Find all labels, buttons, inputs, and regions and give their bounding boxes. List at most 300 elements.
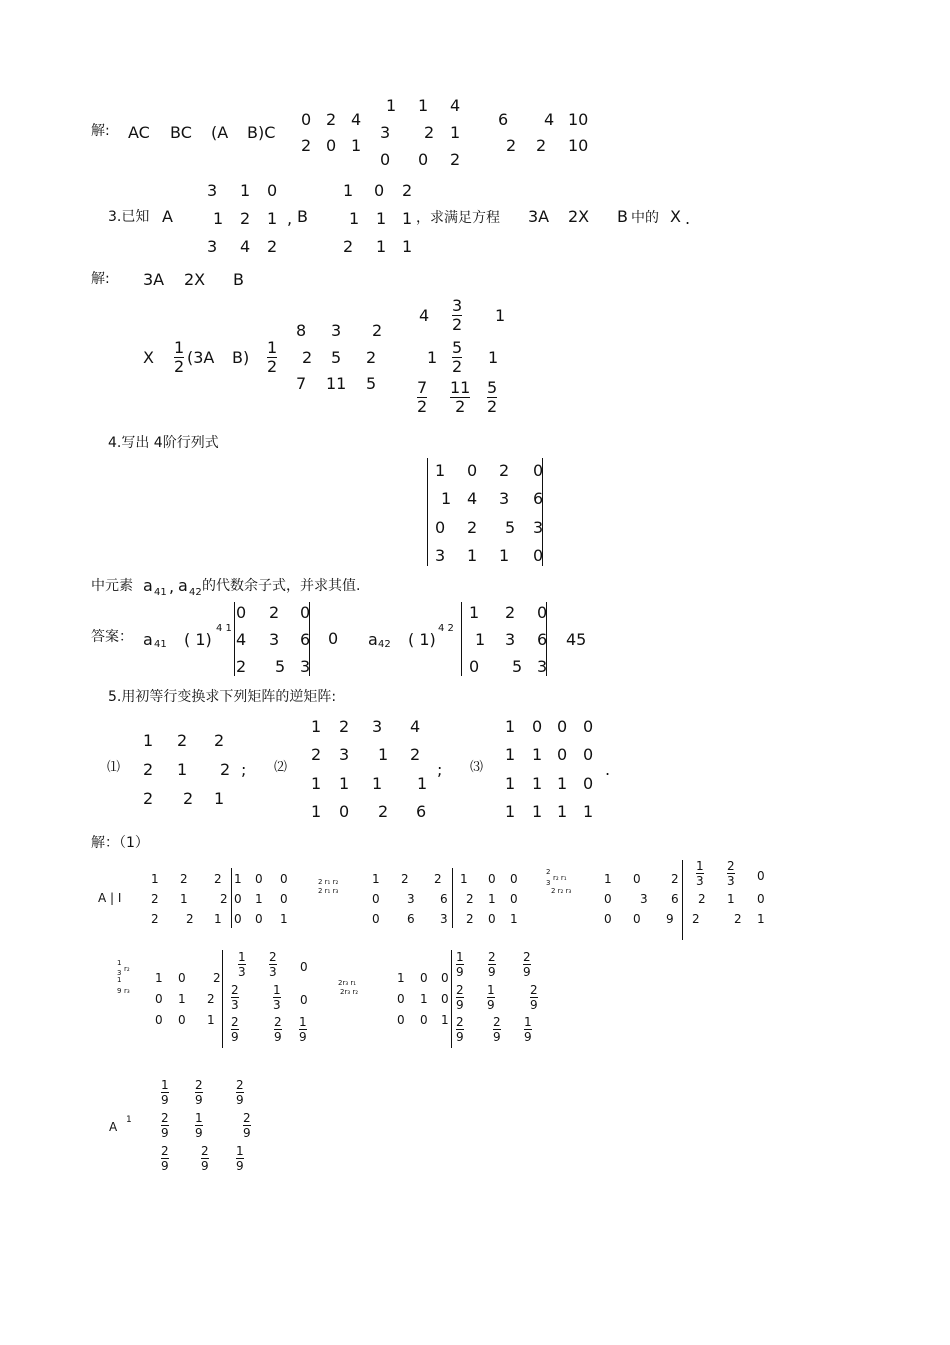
matrix-cell: 1 bbox=[372, 774, 383, 793]
matrix-cell: 0 bbox=[557, 745, 568, 764]
matrix-cell: 2 bbox=[207, 992, 215, 1006]
matrix-cell: 0 bbox=[633, 872, 641, 886]
matrix-cell: 0 bbox=[372, 912, 380, 926]
matrix-name: A bbox=[162, 207, 173, 226]
matrix-cell: 5 bbox=[366, 374, 377, 393]
matrix-cell: 3 bbox=[207, 237, 218, 256]
det-cell: 2 bbox=[269, 603, 280, 622]
fraction bbox=[488, 951, 496, 978]
fraction-denominator: 2 bbox=[452, 357, 463, 376]
problem-text: 的代数余子式，并求其值. bbox=[202, 578, 361, 594]
matrix-cell: 1 bbox=[311, 717, 322, 736]
fraction bbox=[161, 1145, 169, 1172]
fraction-numerator: 1 bbox=[238, 950, 246, 964]
det-cell: 3 bbox=[505, 630, 516, 649]
matrix-cell: 2 bbox=[698, 892, 706, 906]
matrix-cell: 1 bbox=[532, 802, 543, 821]
det-cell: 4 bbox=[236, 630, 247, 649]
matrix-cell: 0 bbox=[326, 136, 337, 155]
fraction bbox=[696, 860, 704, 887]
matrix-cell: 3 bbox=[640, 892, 648, 906]
fraction-numerator: 1 bbox=[524, 1015, 532, 1029]
matrix-cell: 8 bbox=[296, 321, 307, 340]
matrix-cell: 0 bbox=[255, 912, 263, 926]
fraction bbox=[267, 340, 277, 375]
fraction-numerator: 2 bbox=[523, 950, 531, 964]
matrix-cell: 0 bbox=[234, 912, 242, 926]
matrix-cell: 0 bbox=[420, 1013, 428, 1027]
matrix-cell: 0 bbox=[300, 993, 308, 1007]
fraction-numerator: 3 bbox=[452, 296, 463, 315]
variable-x: X bbox=[670, 207, 681, 226]
det-cell: 0 bbox=[236, 603, 247, 622]
matrix-cell: 1 bbox=[386, 96, 397, 115]
solution-label: 解：（1） bbox=[91, 835, 149, 851]
fraction bbox=[274, 1016, 282, 1043]
det-cell: 2 bbox=[499, 461, 510, 480]
det-cell: 3 bbox=[499, 489, 510, 508]
determinant-bar-left bbox=[461, 602, 462, 676]
matrix-cell: 2 bbox=[302, 348, 313, 367]
matrix-cell: 0 bbox=[301, 110, 312, 129]
fraction bbox=[201, 1145, 209, 1172]
matrix-cell: 2 bbox=[434, 872, 442, 886]
matrix-cell: 1 bbox=[351, 136, 362, 155]
problem-text: 中的 bbox=[631, 210, 659, 226]
fraction-denominator: 9 bbox=[487, 998, 495, 1012]
matrix-cell: 0 bbox=[757, 892, 765, 906]
matrix-cell: 0 bbox=[441, 992, 449, 1006]
matrix-cell: 3 bbox=[440, 912, 448, 926]
matrix-cell: 2 bbox=[267, 237, 278, 256]
matrix-cell: 1 bbox=[583, 802, 594, 821]
matrix-cell: 1 bbox=[727, 892, 735, 906]
item-label: ⑵ bbox=[274, 760, 288, 775]
matrix-cell: 1 bbox=[532, 774, 543, 793]
matrix-cell: 2 bbox=[214, 872, 222, 886]
matrix-cell: 0 bbox=[372, 892, 380, 906]
fraction-numerator: 2 bbox=[727, 859, 735, 873]
matrix-cell: 2 bbox=[186, 912, 194, 926]
det-cell: 6 bbox=[533, 489, 544, 508]
fraction-numerator: 2 bbox=[195, 1078, 203, 1092]
fraction bbox=[161, 1079, 169, 1106]
fraction bbox=[452, 298, 462, 333]
det-cell: 5 bbox=[512, 657, 523, 676]
matrix-cell: 1 bbox=[450, 123, 461, 142]
det-cell: 2 bbox=[467, 518, 478, 537]
matrix-cell: 2 bbox=[143, 789, 154, 808]
fraction-numerator: 2 bbox=[201, 1144, 209, 1158]
determinant-bar-left bbox=[234, 602, 235, 676]
det-cell: 3 bbox=[435, 546, 446, 565]
matrix-cell: 3 bbox=[207, 181, 218, 200]
fraction bbox=[299, 1016, 307, 1043]
det-cell: 4 bbox=[467, 489, 478, 508]
matrix-cell: 0 bbox=[441, 971, 449, 985]
matrix-cell: 0 bbox=[420, 971, 428, 985]
det-cell: 0 bbox=[533, 461, 544, 480]
fraction-numerator: 2 bbox=[231, 1015, 239, 1029]
fraction bbox=[450, 380, 470, 415]
cofactor-value: 45 bbox=[566, 630, 587, 649]
matrix-cell: 1 bbox=[488, 348, 499, 367]
equation-term: (3A bbox=[187, 348, 215, 367]
inverse-label: A bbox=[109, 1120, 118, 1134]
matrix-cell: 1 bbox=[178, 992, 186, 1006]
det-cell: 0 bbox=[537, 603, 548, 622]
matrix-cell: 1 bbox=[402, 237, 413, 256]
det-cell: 2 bbox=[505, 603, 516, 622]
matrix-cell: 0 bbox=[255, 872, 263, 886]
matrix-cell: 2 bbox=[410, 745, 421, 764]
fraction bbox=[456, 984, 464, 1011]
matrix-cell: 0 bbox=[488, 872, 496, 886]
augment-bar bbox=[222, 950, 223, 1048]
matrix-cell: 1 bbox=[418, 96, 429, 115]
matrix-cell: 1 bbox=[417, 774, 428, 793]
fraction-denominator: 9 bbox=[493, 1030, 501, 1044]
matrix-cell: 2 bbox=[424, 123, 435, 142]
fraction-denominator: 9 bbox=[524, 1030, 532, 1044]
row-operation: 3 bbox=[117, 969, 122, 977]
fraction-numerator: 2 bbox=[161, 1144, 169, 1158]
matrix-cell: 1 bbox=[378, 745, 389, 764]
problem-heading: 5.用初等行变换求下列矩阵的逆矩阵: bbox=[108, 689, 337, 705]
fraction-denominator: 9 bbox=[299, 1030, 307, 1044]
matrix-cell: 0 bbox=[532, 717, 543, 736]
matrix-cell: 0 bbox=[155, 1013, 163, 1027]
matrix-cell: 0 bbox=[510, 872, 518, 886]
det-cell: 0 bbox=[533, 546, 544, 565]
matrix-cell: 3 bbox=[331, 321, 342, 340]
matrix-cell: 0 bbox=[339, 802, 350, 821]
det-cell: 5 bbox=[505, 518, 516, 537]
matrix-cell: 1 bbox=[372, 872, 380, 886]
exponent: 1 bbox=[126, 1115, 132, 1125]
matrix-cell: 1 bbox=[402, 209, 413, 228]
fraction-numerator: 2 bbox=[274, 1015, 282, 1029]
punctuation: . bbox=[605, 760, 611, 779]
matrix-cell: 0 bbox=[757, 869, 765, 883]
fraction-denominator: 3 bbox=[696, 874, 704, 888]
matrix-cell: 1 bbox=[311, 802, 322, 821]
matrix-cell: 3 bbox=[380, 123, 391, 142]
problem-heading: 3.已知 bbox=[108, 209, 150, 225]
fraction bbox=[456, 951, 464, 978]
matrix-cell: 10 bbox=[568, 110, 589, 129]
matrix-cell: 1 bbox=[349, 209, 360, 228]
fraction bbox=[523, 951, 531, 978]
matrix-cell: 2 bbox=[311, 745, 322, 764]
matrix-cell: 2 bbox=[151, 892, 159, 906]
punctuation: , bbox=[169, 577, 175, 596]
fraction-denominator: 9 bbox=[456, 965, 464, 979]
element-a: a bbox=[143, 630, 153, 649]
fraction bbox=[195, 1079, 203, 1106]
solution-label: 解: bbox=[91, 123, 110, 139]
matrix-cell: 0 bbox=[397, 1013, 405, 1027]
matrix-cell: 4 bbox=[351, 110, 362, 129]
det-cell: 1 bbox=[499, 546, 510, 565]
matrix-cell: 1 bbox=[339, 774, 350, 793]
fraction bbox=[236, 1079, 244, 1106]
fraction-denominator: 9 bbox=[201, 1159, 209, 1173]
det-cell: 1 bbox=[441, 489, 452, 508]
matrix-cell: 0 bbox=[583, 745, 594, 764]
det-cell: 6 bbox=[300, 630, 311, 649]
fraction-numerator: 5 bbox=[487, 378, 498, 397]
matrix-cell: 0 bbox=[557, 717, 568, 736]
matrix-cell: 2 bbox=[466, 912, 474, 926]
det-cell: 0 bbox=[300, 603, 311, 622]
fraction bbox=[195, 1112, 203, 1139]
element-a: a bbox=[368, 630, 378, 649]
fraction-numerator: 2 bbox=[243, 1111, 251, 1125]
matrix-cell: 0 bbox=[510, 892, 518, 906]
matrix-cell: 11 bbox=[326, 374, 347, 393]
det-cell: 3 bbox=[300, 657, 311, 676]
fraction-numerator: 5 bbox=[452, 338, 463, 357]
fraction-numerator: 1 bbox=[487, 983, 495, 997]
matrix-cell: 0 bbox=[583, 717, 594, 736]
matrix-cell: 2 bbox=[366, 348, 377, 367]
row-operation: 2 r₁ r₂ bbox=[318, 878, 339, 886]
fraction-denominator: 3 bbox=[269, 965, 277, 979]
det-cell: 3 bbox=[533, 518, 544, 537]
fraction-numerator: 1 bbox=[174, 338, 185, 357]
fraction-numerator: 2 bbox=[456, 983, 464, 997]
fraction-numerator: 1 bbox=[195, 1111, 203, 1125]
fraction-numerator: 1 bbox=[456, 950, 464, 964]
fraction-denominator: 2 bbox=[174, 357, 185, 376]
row-operation: 2 r₁ r₃ bbox=[318, 887, 339, 895]
matrix-cell: 0 bbox=[397, 992, 405, 1006]
fraction-denominator: 2 bbox=[267, 357, 278, 376]
punctuation: ; bbox=[241, 760, 247, 779]
matrix-cell: 1 bbox=[376, 237, 387, 256]
matrix-cell: 2 bbox=[180, 872, 188, 886]
matrix-cell: 0 bbox=[583, 774, 594, 793]
matrix-cell: 2 bbox=[402, 181, 413, 200]
matrix-cell: 1 bbox=[427, 348, 438, 367]
element-a: a bbox=[143, 576, 153, 595]
determinant-bar-left bbox=[427, 458, 428, 566]
matrix-cell: 1 bbox=[255, 892, 263, 906]
fraction-numerator: 1 bbox=[161, 1078, 169, 1092]
det-cell: 5 bbox=[275, 657, 286, 676]
fraction-denominator: 3 bbox=[273, 998, 281, 1012]
exponent: 4 2 bbox=[438, 623, 454, 634]
matrix-cell: 2 bbox=[343, 237, 354, 256]
fraction-denominator: 9 bbox=[161, 1159, 169, 1173]
sign-factor: ( 1) bbox=[184, 630, 212, 649]
matrix-cell: 9 bbox=[666, 912, 674, 926]
fraction-denominator: 9 bbox=[161, 1093, 169, 1107]
fraction-denominator: 9 bbox=[530, 998, 538, 1012]
matrix-cell: 4 bbox=[544, 110, 555, 129]
det-cell: 1 bbox=[467, 546, 478, 565]
det-cell: 0 bbox=[469, 657, 480, 676]
matrix-cell: 1 bbox=[143, 731, 154, 750]
matrix-cell: 2 bbox=[378, 802, 389, 821]
matrix-cell: 0 bbox=[178, 1013, 186, 1027]
subscript: 41 bbox=[154, 587, 167, 598]
matrix-cell: 2 bbox=[301, 136, 312, 155]
subscript: 41 bbox=[154, 639, 167, 650]
matrix-cell: 6 bbox=[416, 802, 427, 821]
fraction-denominator: 9 bbox=[195, 1126, 203, 1140]
variable-x: X bbox=[143, 348, 154, 367]
matrix-cell: 0 bbox=[633, 912, 641, 926]
matrix-cell: 1 bbox=[460, 872, 468, 886]
matrix-cell: 0 bbox=[234, 892, 242, 906]
matrix-cell: 1 bbox=[505, 717, 516, 736]
punctuation: , bbox=[287, 209, 293, 228]
fraction bbox=[493, 1016, 501, 1043]
det-cell: 3 bbox=[537, 657, 548, 676]
matrix-cell: 1 bbox=[240, 181, 251, 200]
matrix-cell: 0 bbox=[280, 872, 288, 886]
fraction bbox=[269, 951, 277, 978]
fraction-numerator: 2 bbox=[236, 1078, 244, 1092]
matrix-cell: 2 bbox=[692, 912, 700, 926]
fraction-numerator: 1 bbox=[696, 859, 704, 873]
problem-heading: 4.写出 4阶行列式 bbox=[108, 435, 219, 451]
fraction bbox=[530, 984, 538, 1011]
fraction-denominator: 9 bbox=[274, 1030, 282, 1044]
fraction-numerator: 1 bbox=[267, 338, 278, 357]
fraction-numerator: 2 bbox=[456, 1015, 464, 1029]
matrix-cell: 1 bbox=[505, 745, 516, 764]
row-operation: 9 bbox=[117, 987, 122, 995]
item-label: ⑶ bbox=[470, 760, 484, 775]
equation-term: 3A bbox=[143, 270, 165, 289]
problem-text: ，求满足方程 bbox=[416, 210, 500, 226]
matrix-cell: 2 bbox=[450, 150, 461, 169]
row-operation: r₂ r₁ bbox=[553, 874, 567, 882]
matrix-cell: 1 bbox=[376, 209, 387, 228]
fraction bbox=[452, 340, 462, 375]
fraction-denominator: 9 bbox=[456, 998, 464, 1012]
punctuation: . bbox=[685, 209, 691, 228]
fraction-denominator: 9 bbox=[231, 1030, 239, 1044]
equation-term: B bbox=[617, 207, 628, 226]
equation-term: B bbox=[233, 270, 244, 289]
fraction-denominator: 3 bbox=[231, 998, 239, 1012]
item-label: ⑴ bbox=[107, 760, 121, 775]
augment-bar bbox=[451, 950, 452, 1048]
expr-term: AC bbox=[128, 123, 150, 142]
matrix-cell: 10 bbox=[568, 136, 589, 155]
matrix-cell: 4 bbox=[450, 96, 461, 115]
matrix-cell: 0 bbox=[374, 181, 385, 200]
matrix-cell: 6 bbox=[440, 892, 448, 906]
matrix-cell: 6 bbox=[407, 912, 415, 926]
matrix-cell: 2 bbox=[143, 760, 154, 779]
fraction bbox=[231, 984, 239, 1011]
fraction bbox=[417, 380, 427, 415]
matrix-cell: 0 bbox=[267, 181, 278, 200]
matrix-cell: 0 bbox=[380, 150, 391, 169]
fraction-numerator: 2 bbox=[269, 950, 277, 964]
expr-term: (A bbox=[211, 123, 229, 142]
cofactor-value: 0 bbox=[328, 629, 339, 648]
matrix-cell: 2 bbox=[220, 760, 231, 779]
matrix-cell: 2 bbox=[506, 136, 517, 155]
fraction-numerator: 1 bbox=[236, 1144, 244, 1158]
matrix-cell: 1 bbox=[604, 872, 612, 886]
augment-bar bbox=[682, 860, 683, 940]
det-cell: 0 bbox=[467, 461, 478, 480]
matrix-cell: 0 bbox=[280, 892, 288, 906]
fraction-denominator: 2 bbox=[455, 397, 466, 416]
fraction bbox=[487, 984, 495, 1011]
fraction-denominator: 9 bbox=[236, 1159, 244, 1173]
fraction-denominator: 9 bbox=[488, 965, 496, 979]
fraction bbox=[456, 1016, 464, 1043]
matrix-cell: 1 bbox=[510, 912, 518, 926]
fraction-numerator: 1 bbox=[299, 1015, 307, 1029]
matrix-cell: 1 bbox=[343, 181, 354, 200]
det-cell: 0 bbox=[435, 518, 446, 537]
matrix-cell: 2 bbox=[151, 912, 159, 926]
matrix-cell: 1 bbox=[505, 802, 516, 821]
fraction-denominator: 2 bbox=[487, 397, 498, 416]
matrix-cell: 2 bbox=[536, 136, 547, 155]
det-cell: 6 bbox=[537, 630, 548, 649]
matrix-cell: 0 bbox=[178, 971, 186, 985]
solution-label: 解: bbox=[91, 271, 110, 287]
fraction-numerator: 2 bbox=[231, 983, 239, 997]
matrix-cell: 2 bbox=[734, 912, 742, 926]
row-operation: r₂ bbox=[124, 965, 130, 973]
fraction-numerator: 1 bbox=[273, 983, 281, 997]
matrix-cell: 2 bbox=[401, 872, 409, 886]
matrix-cell: 2 bbox=[213, 971, 221, 985]
fraction bbox=[174, 340, 184, 375]
matrix-cell: 1 bbox=[207, 1013, 215, 1027]
fraction-denominator: 9 bbox=[243, 1126, 251, 1140]
matrix-cell: 2 bbox=[372, 321, 383, 340]
matrix-cell: 1 bbox=[177, 760, 188, 779]
matrix-cell: 0 bbox=[300, 960, 308, 974]
fraction-denominator: 3 bbox=[238, 965, 246, 979]
exponent: 4 1 bbox=[216, 623, 232, 634]
fraction-denominator: 2 bbox=[452, 315, 463, 334]
fraction-numerator: 2 bbox=[161, 1111, 169, 1125]
fraction bbox=[236, 1145, 244, 1172]
augment-bar bbox=[452, 868, 453, 928]
matrix-cell: 1 bbox=[180, 892, 188, 906]
row-operation: r₃ bbox=[124, 987, 130, 995]
fraction bbox=[487, 380, 497, 415]
matrix-cell: 1 bbox=[495, 306, 506, 325]
fraction bbox=[727, 860, 735, 887]
matrix-cell: 0 bbox=[418, 150, 429, 169]
row-operation: 1 bbox=[117, 959, 122, 967]
subscript: 42 bbox=[189, 587, 202, 598]
matrix-cell: 4 bbox=[410, 717, 421, 736]
row-operation: 2 r₂ r₃ bbox=[551, 887, 572, 895]
matrix-cell: 1 bbox=[280, 912, 288, 926]
fraction-denominator: 9 bbox=[195, 1093, 203, 1107]
matrix-cell: 1 bbox=[420, 992, 428, 1006]
equation-term: 2X bbox=[184, 270, 206, 289]
matrix-cell: 2 bbox=[466, 892, 474, 906]
det-cell: 1 bbox=[435, 461, 446, 480]
row-operation: 1 bbox=[117, 976, 122, 984]
